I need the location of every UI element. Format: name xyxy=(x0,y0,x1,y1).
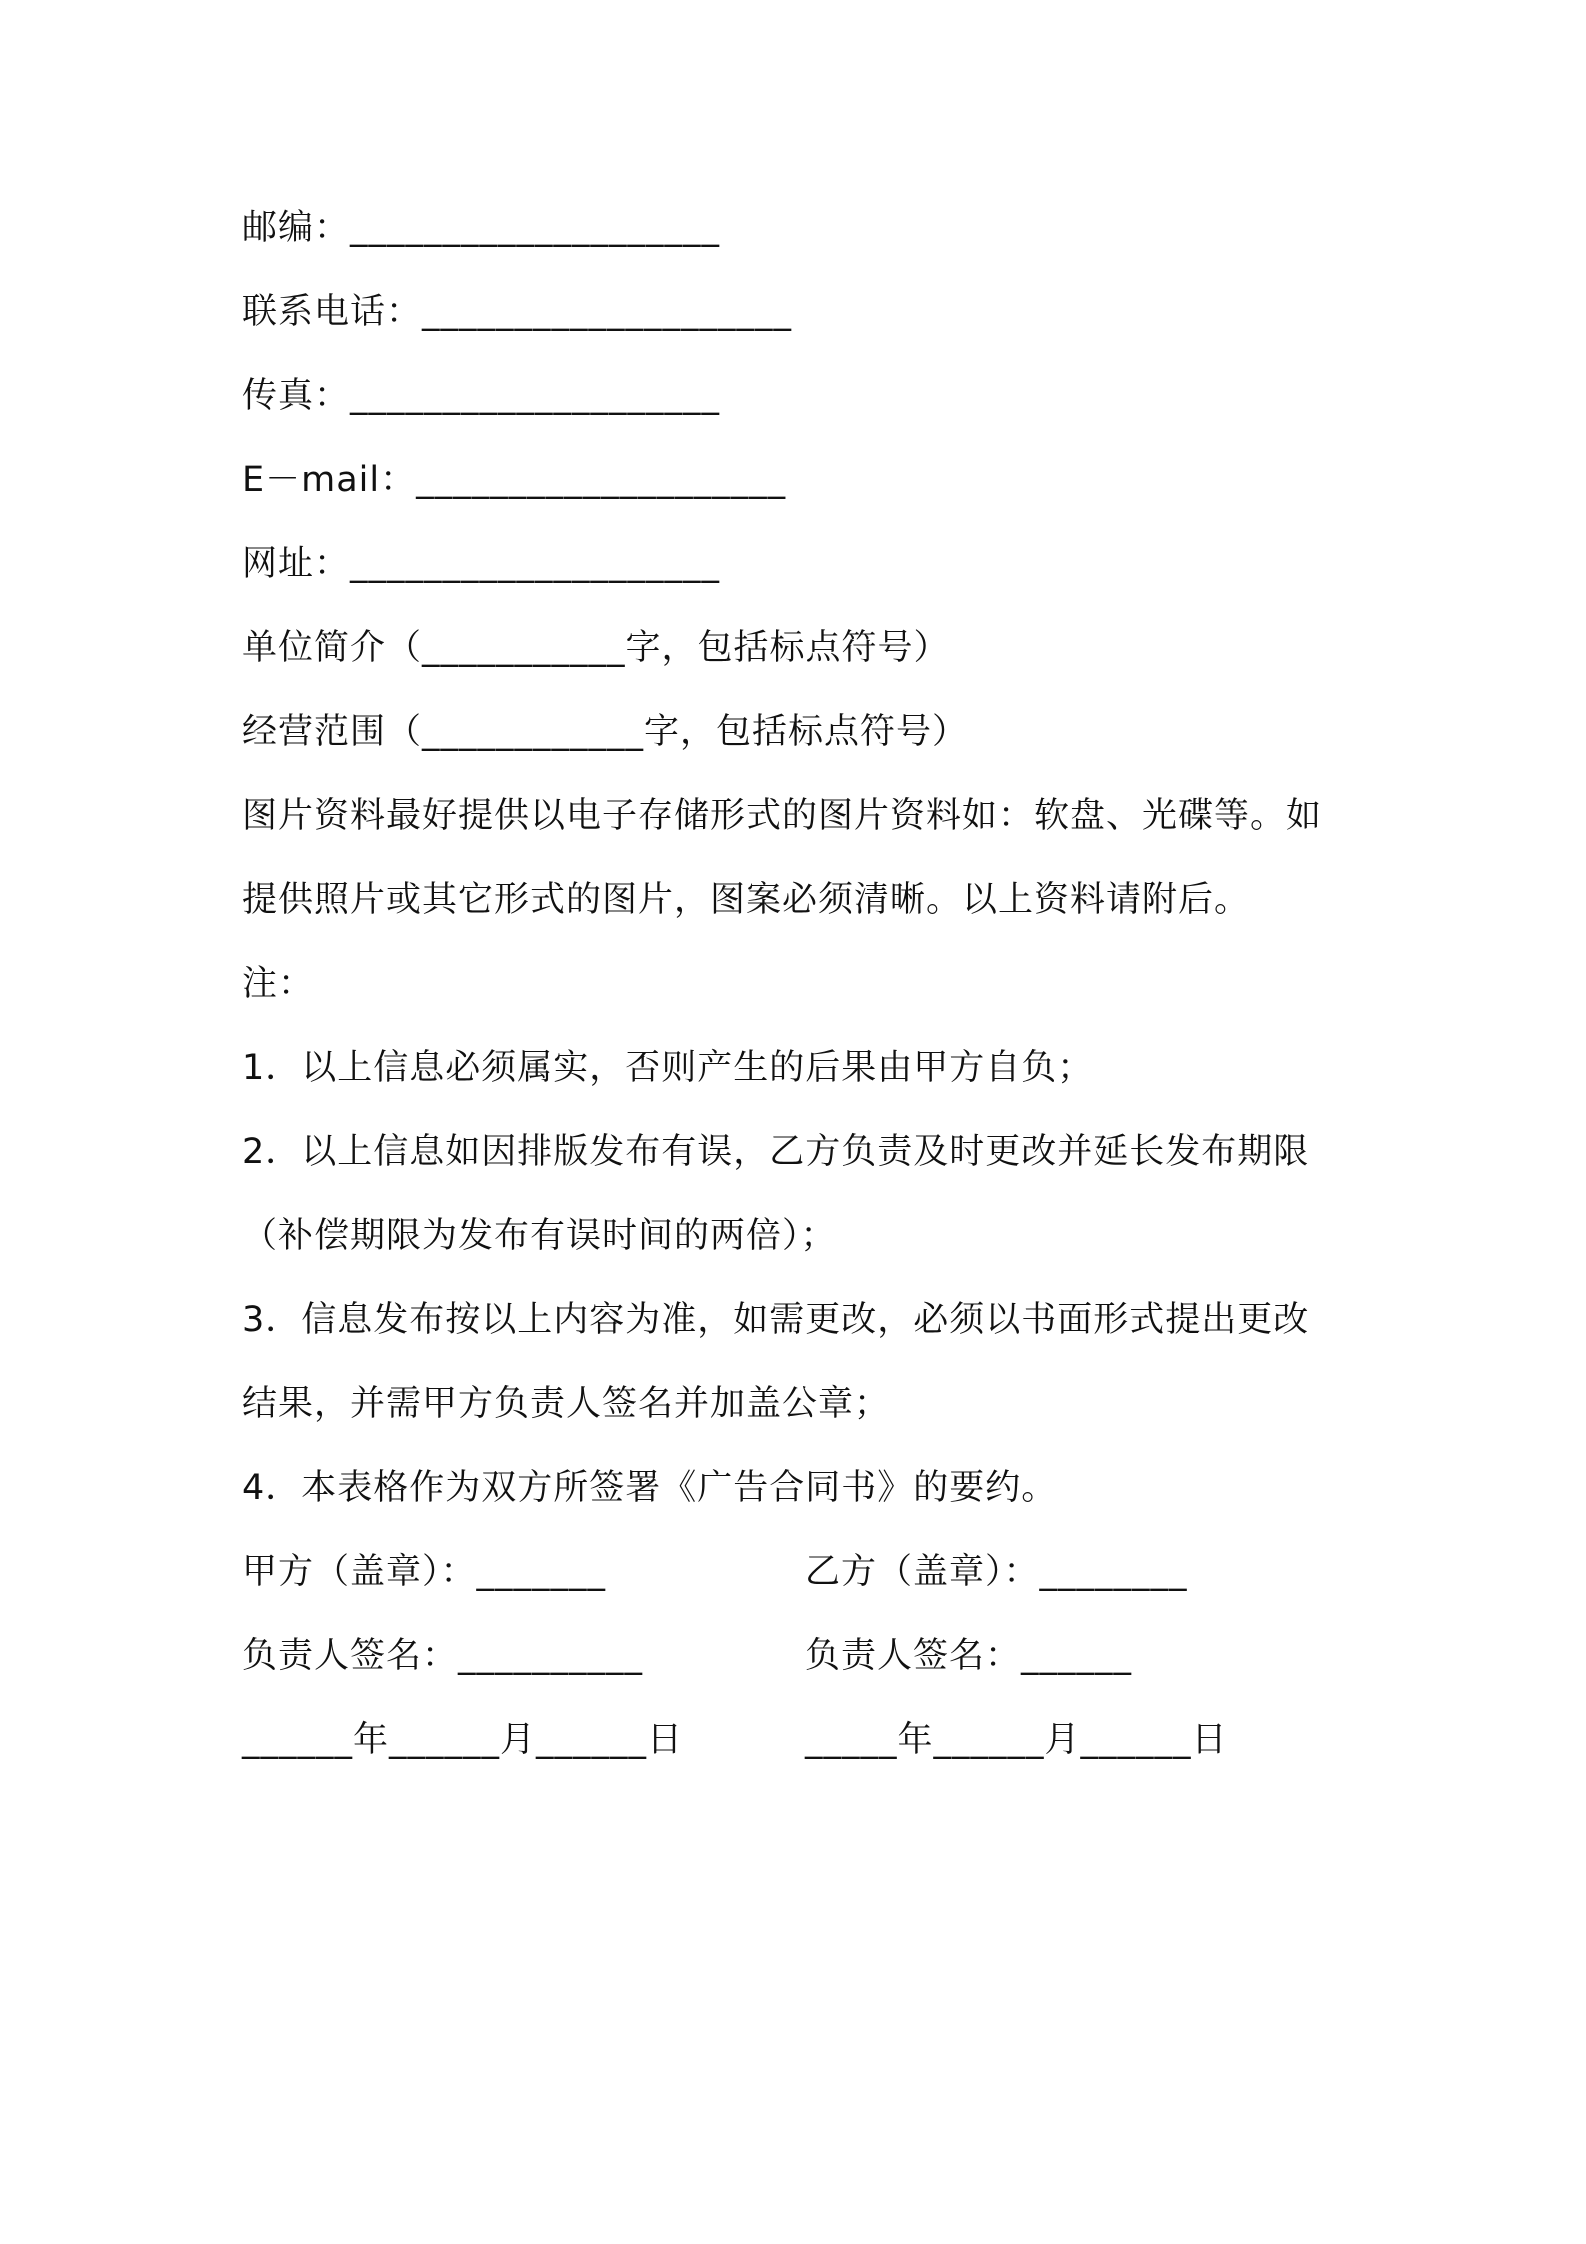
party-b-signer: 负责人签名：______ xyxy=(805,1636,1133,1676)
image-note-line-1: 图片资料最好提供以电子存储形式的图片资料如：软盘、光碟等。如 xyxy=(242,796,1323,836)
note-item-2-line-2: （补偿期限为发布有误时间的两倍）； xyxy=(242,1216,837,1256)
party-a-seal: 甲方（盖章）：_______ xyxy=(242,1552,607,1592)
postcode-field: 邮编：____________________ xyxy=(242,208,721,248)
website-field: 网址：____________________ xyxy=(242,544,721,584)
note-item-1: 1．以上信息必须属实，否则产生的后果由甲方自负； xyxy=(242,1048,1094,1088)
phone-field: 联系电话：____________________ xyxy=(242,292,793,332)
notes-heading: 注： xyxy=(242,964,315,1004)
note-item-3-line-1: 3．信息发布按以上内容为准，如需更改，必须以书面形式提出更改 xyxy=(242,1300,1310,1340)
fax-field: 传真：____________________ xyxy=(242,376,721,416)
note-item-4: 4．本表格作为双方所签署《广告合同书》的要约。 xyxy=(242,1468,1058,1508)
company-intro-field: 单位简介（___________字，包括标点符号） xyxy=(242,628,950,668)
business-scope-field: 经营范围（____________字，包括标点符号） xyxy=(242,712,969,752)
image-note-line-2: 提供照片或其它形式的图片，图案必须清晰。以上资料请附后。 xyxy=(242,880,1251,920)
note-item-2-line-1: 2．以上信息如因排版发布有误，乙方负责及时更改并延长发布期限 xyxy=(242,1132,1310,1172)
party-b-date: _____年______月______日 xyxy=(805,1720,1228,1760)
party-a-signer: 负责人签名：__________ xyxy=(242,1636,644,1676)
email-field: E－mail：____________________ xyxy=(242,460,787,500)
party-b-seal: 乙方（盖章）：________ xyxy=(805,1552,1188,1592)
note-item-3-line-2: 结果，并需甲方负责人签名并加盖公章； xyxy=(242,1384,891,1424)
party-a-date: ______年______月______日 xyxy=(242,1720,684,1760)
